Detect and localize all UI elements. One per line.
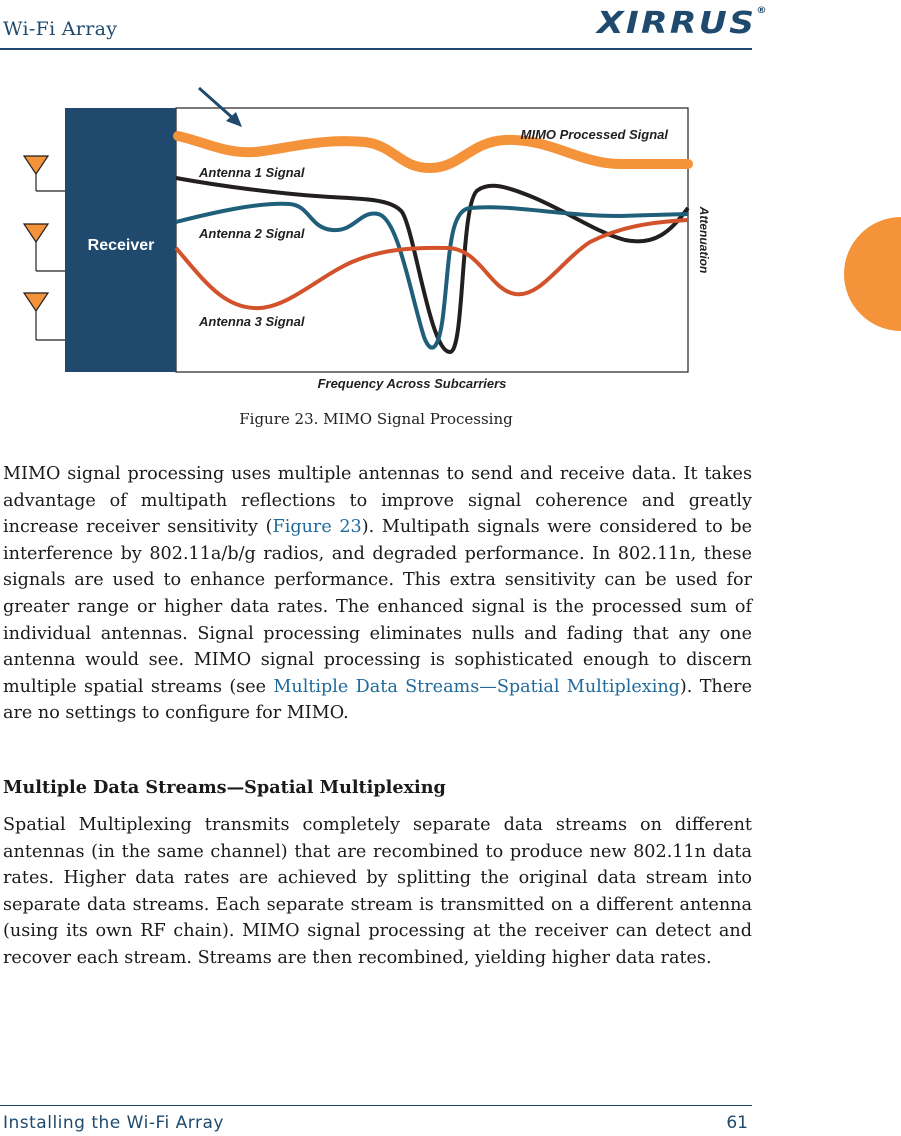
antenna2-label: Antenna 2 Signal xyxy=(199,226,305,241)
header-rule xyxy=(0,48,752,50)
xirrus-logo xyxy=(597,6,769,41)
mimo-figure xyxy=(0,82,752,402)
paragraph-mimo xyxy=(3,461,752,727)
spatial-multiplexing-link[interactable]: Multiple Data Streams—Spatial Multiplexing xyxy=(273,676,680,697)
paragraph-spatial-multiplexing: Spatial Multiplexing transmits completely separate data streams on different antennas (in the same channel) that are recombined to produce new 802.11n data rates. Higher data rates are achieved by splitting the original data stream into separate data streams. Each separate stream is transmitted on a different antenna (using its own RF chain). MIMO signal processing at the receiver can detect and recover each stream. Streams are then recombined, yielding higher data rates. xyxy=(3,815,752,968)
logo-text: XIRRUS xyxy=(597,6,757,41)
antenna-icon xyxy=(24,293,65,340)
antenna1-label: Antenna 1 Signal xyxy=(199,165,305,180)
section-heading: Multiple Data Streams—Spatial Multiplexing xyxy=(3,777,446,798)
y-axis-label: Attenuation xyxy=(697,206,711,274)
p1-text-a: MIMO signal processing uses multiple antennas to send and receive data. It takes advantage of multipath reflections to improve signal coherence and greatly increase receiver sensitivity ( xyxy=(3,464,752,538)
page-number: 61 xyxy=(726,1113,748,1133)
x-axis-label: Frequency Across Subcarriers xyxy=(317,376,507,391)
figure-23-link[interactable]: Figure 23 xyxy=(272,517,362,538)
header-title: Wi-Fi Array xyxy=(3,18,118,40)
figure-caption: Figure 23. MIMO Signal Processing xyxy=(239,410,513,428)
footer-section-title: Installing the Wi-Fi Array xyxy=(3,1113,224,1133)
p1-text-c: ). There are no settings to configure for MIMO. xyxy=(3,676,752,724)
footer-rule xyxy=(0,1105,752,1106)
side-tab-marker xyxy=(844,217,901,331)
p1-text-b: ). Multipath signals were considered to be interference by 802.11a/b/g radios, and degraded performance. In 802.11n, these signals are used to enhance performance. This extra sensitivity can be used for greater range or higher data rates. The enhanced signal is the processed sum of individual antennas. Signal processing eliminates nulls and fading that any one antenna would see. MIMO signal processing is sophisticated enough to discern multiple spatial streams (see xyxy=(3,517,752,697)
receiver-label: Receiver xyxy=(87,237,155,254)
antenna-icon xyxy=(24,224,65,271)
logo-registered-mark: ® xyxy=(756,6,769,16)
antenna-icon xyxy=(24,156,65,191)
antenna3-label: Antenna 3 Signal xyxy=(199,314,305,329)
mimo-signal-label: MIMO Processed Signal xyxy=(520,127,668,142)
